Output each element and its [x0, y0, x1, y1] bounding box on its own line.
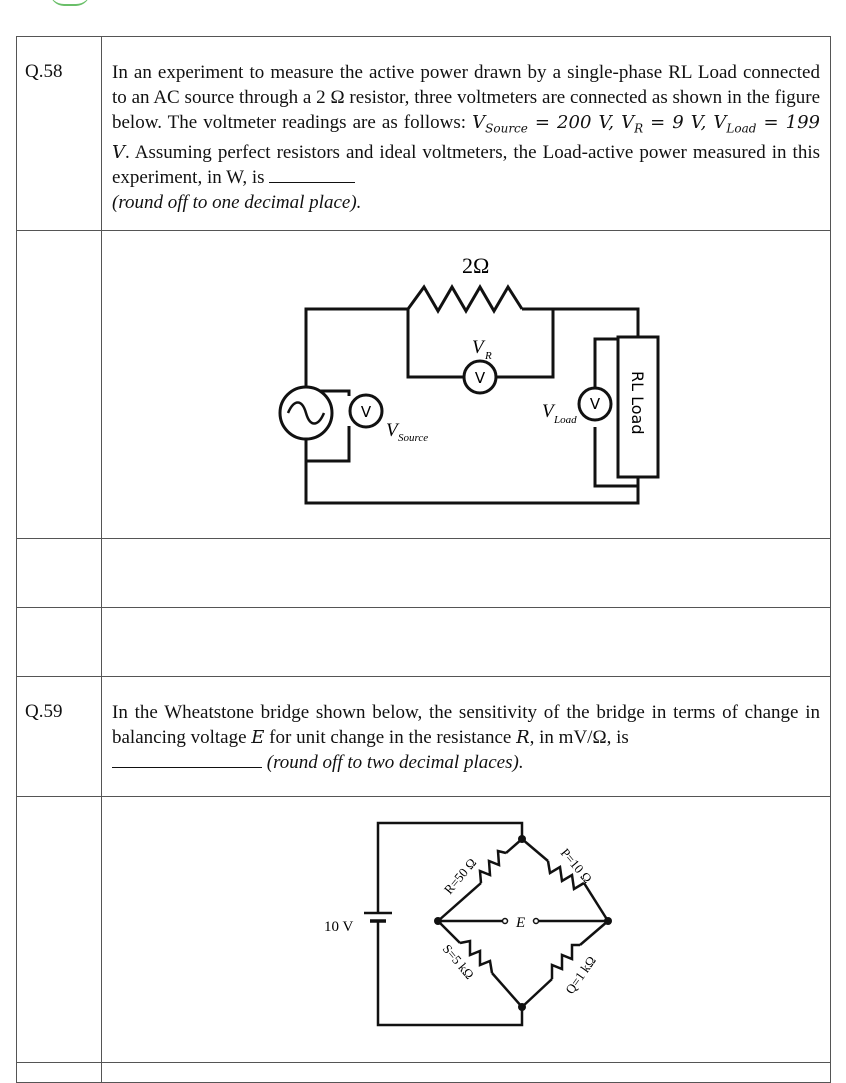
q59-text: In the Wheatstone bridge shown below, the sensitivity of the bridge in terms of change in balancing voltage E for unit change in the resistance R, in mV/Ω, is (round off to two decimal places). [102, 677, 831, 797]
svg-text:V: V [589, 395, 601, 413]
q59-row [17, 677, 831, 797]
trailing-row [17, 1063, 831, 1083]
answer-blank [269, 168, 355, 183]
q59-figure-cell [102, 797, 831, 1063]
svg-text:V: V [472, 337, 484, 358]
svg-text:Load: Load [554, 414, 577, 426]
resistor-value-label: 2Ω [462, 253, 490, 278]
q58-text [102, 37, 831, 231]
q58-text-part1: In an experiment to measure the active power drawn by a single-phase RL Load connected to an AC source through a 2 Ω resistor, three voltmeters are connected as shown in the figure below. The voltmeter readings are as follows: [112, 62, 820, 133]
svg-text:V: V [386, 420, 398, 441]
q-label: Q=1 kΩ [562, 953, 599, 997]
q58-figure-row [17, 231, 831, 539]
s-label: S=5 kΩ [439, 941, 478, 982]
svg-text:V: V [474, 369, 486, 387]
svg-text:V: V [542, 401, 554, 422]
wheatstone-bridge-diagram [102, 797, 839, 1057]
question-table [16, 36, 831, 1083]
rl-load-circuit-diagram [102, 231, 839, 533]
q58-readings: $V_{Source} = 200$ V, $V_R = 9$ V, $V_{Load} = 199$ V [112, 111, 820, 163]
q58-instruction: (round off to one decimal place). [112, 191, 362, 213]
q59-figure-row [17, 797, 831, 1063]
q58-row [17, 37, 831, 231]
svg-text:R: R [485, 350, 492, 362]
q59-number: Q.59 [17, 677, 102, 797]
source-voltage-label: 10 V [324, 919, 354, 935]
empty-row-2 [17, 608, 831, 677]
answer-blank [112, 753, 262, 768]
svg-text:V: V [360, 403, 372, 421]
resistor-zigzag [408, 287, 522, 311]
r-label: R=50 Ω [440, 855, 480, 897]
e-label: E [516, 915, 526, 931]
resistor-r [480, 851, 506, 883]
svg-text:Source: Source [398, 432, 429, 444]
logo-fragment [50, 0, 90, 6]
q58-number: Q.58 [17, 37, 102, 231]
empty-row-1 [17, 539, 831, 608]
rl-load-label: RL Load [628, 371, 647, 435]
q59-instruction: (round off to two decimal places). [266, 751, 524, 773]
q58-text-part2: . Assuming perfect resistors and ideal voltmeters, the Load-active power measured in this experiment, in W, is [112, 141, 820, 188]
p-label: P=10 Ω [557, 845, 596, 886]
q58-figure-cell [102, 231, 831, 539]
